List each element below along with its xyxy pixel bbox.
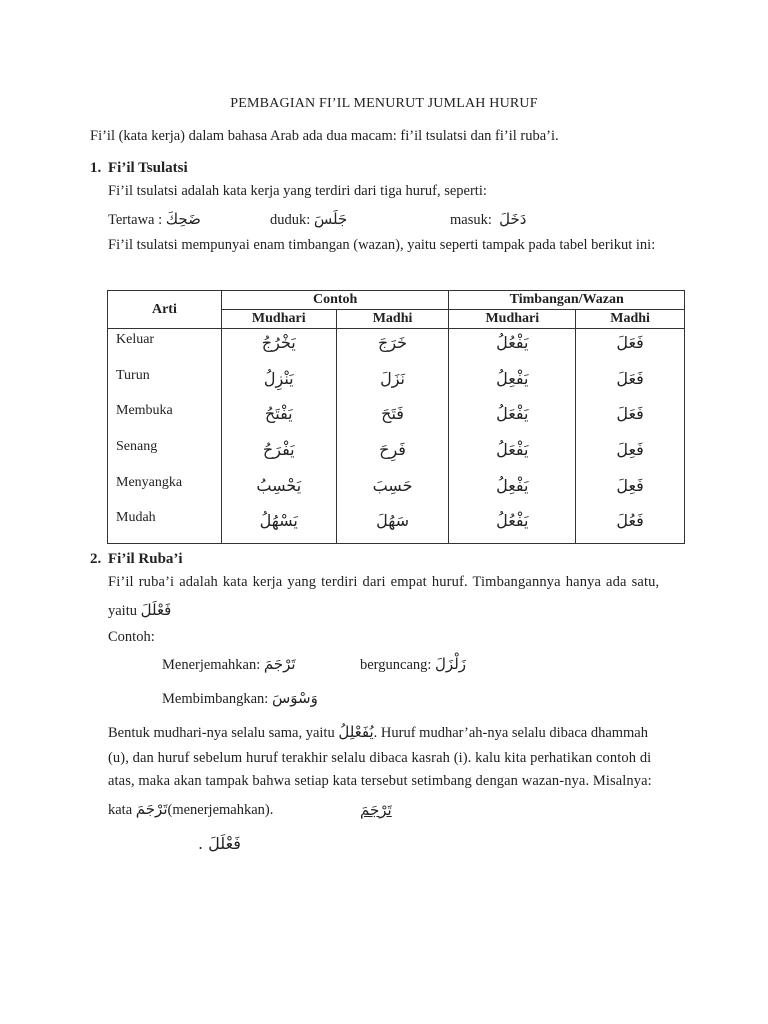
paragraph-line-4 [108,800,273,819]
cell-contoh-mudhari: يَنْزِلُ [263,368,294,388]
example-arabic: تَرْجَمَ [263,655,296,673]
cell-arti: Senang [116,439,158,455]
example-tertawa [108,210,201,229]
section2-heading: Fi’il Ruba’i [108,551,183,567]
column-contoh-mudhari [221,329,336,544]
cell-arti: Keluar [116,332,155,347]
header-contoh-mudhari: Mudhari [221,310,336,329]
cell-wazan-mudhari: يَفْعِلُ [496,475,529,495]
example-label: berguncang: [360,657,432,673]
cell-wazan-madhi: فَعَلَ [616,368,644,388]
cell-contoh-madhi: سَهُلَ [376,511,409,531]
section2-description: Fi’il ruba’i adalah kata kerja yang terdiri dari empat huruf. Timbangannya hanya ada satu, [108,574,660,590]
para4-word: تَرْجَمَ [135,800,168,818]
section2-number: 2. [90,551,102,567]
intro-text: Fi’il (kata kerja) dalam bahasa Arab ada dua macam: fi’il tsulatsi dan fi’il ruba’i. [90,128,559,144]
cell-contoh-madhi: حَسِبَ [372,475,413,495]
cell-contoh-mudhari: يَخْرُجُ [261,333,296,352]
example-masuk [450,210,526,229]
page-title: PEMBAGIAN FI’IL MENURUT JUMLAH HURUF [230,96,538,111]
final-wazan: . فَعْلَلَ [198,834,241,853]
cell-contoh-madhi: خَرَجَ [378,333,408,352]
para-wazan-mudhari: يُفَعْلِلُ [338,723,374,741]
cell-wazan-mudhari: يَفْعِلُ [496,368,529,388]
underlined-word: تَرْجَمَ [360,801,392,819]
paragraph-line-3: atas, maka akan tampak bahwa setiap kata tersebut setimbang dengan wazan-nya. Misalnya: [108,773,652,789]
yaitu-label: yaitu [108,603,137,619]
example-label: masuk: [450,212,492,228]
contoh-label: Contoh: [108,629,155,645]
ruba-wazan: فَعْلَلَ [140,601,172,619]
header-contoh-madhi: Madhi [336,310,449,329]
example-duduk [270,210,347,229]
cell-arti: Menyangka [116,474,183,490]
column-wazan-madhi [576,329,685,544]
example-label: Membimbangkan: [162,691,269,707]
cell-wazan-mudhari: يَفْعَلُ [496,440,529,460]
cell-wazan-mudhari: يَفْعُلُ [496,333,529,352]
cell-wazan-mudhari: يَفْعُلُ [496,511,529,531]
cell-wazan-mudhari: يَفْعَلُ [496,404,529,424]
column-contoh-madhi [336,329,449,544]
cell-wazan-madhi: فَعِلَ [616,475,644,495]
section1-number: 1. [90,160,102,176]
cell-contoh-madhi: فَتَحَ [381,404,404,424]
example-arabic: زَلْزَلَ [435,655,467,673]
cell-wazan-madhi: فَعَلَ [616,404,644,424]
cell-wazan-madhi: فَعَلَ [616,333,644,352]
example-label: Menerjemahkan: [162,657,261,673]
header-arti: Arti [108,291,222,329]
wazan-table [107,290,685,544]
cell-contoh-mudhari: يَحْسِبُ [256,475,302,495]
header-wazan-mudhari: Mudhari [449,310,576,329]
example-arabic: وَسْوَسَ [271,689,318,707]
cell-arti: Turun [116,367,150,383]
paragraph-line-1: Bentuk mudhari-nya selalu sama, yaitu يُفَعْلِلُ. Huruf mudhar’ah-nya selalu dibaca dhammah [108,723,648,741]
column-wazan-mudhari [449,329,576,544]
example-membimbangkan [162,689,318,708]
paragraph-line-2: (u), dan huruf sebelum huruf terakhir selalu dibaca kasrah (i). kalu kita perhatikan contoh di [108,750,652,766]
section1-heading: Fi’il Tsulatsi [108,160,188,176]
header-timbangan: Timbangan/Wazan [449,291,685,310]
column-arti [108,329,222,544]
cell-wazan-madhi: فَعِلَ [616,440,644,460]
example-arabic: دَخَلَ [499,210,527,228]
cell-contoh-mudhari: يَفْتَحُ [264,404,293,424]
para4-suffix: (menerjemahkan). [167,802,274,818]
cell-arti: Membuka [116,403,173,419]
para-suffix: Huruf mudhar’ah-nya selalu dibaca dhammah [380,725,648,741]
header-contoh: Contoh [221,291,449,310]
table-intro: Fi’il tsulatsi mempunyai enam timbangan (wazan), yaitu seperti tampak pada tabel berikut ini: [108,237,656,253]
cell-wazan-madhi: فَعُلَ [616,511,644,531]
example-arabic: ضَحِكَ [165,210,201,228]
section2-yaitu [108,601,171,620]
cell-contoh-mudhari: يَسْهُلُ [259,511,298,531]
para-prefix: Bentuk mudhari-nya selalu sama, yaitu [108,725,335,741]
section1-description: Fi’il tsulatsi adalah kata kerja yang terdiri dari tiga huruf, seperti: [108,183,487,199]
example-arabic: جَلَسَ [313,210,348,228]
para4-prefix: kata [108,802,133,818]
cell-contoh-madhi: نَزَلَ [380,368,405,388]
header-wazan-madhi: Madhi [576,310,685,329]
example-berguncang [360,655,466,674]
example-label: Tertawa : [108,212,163,228]
example-label: duduk: [270,212,311,228]
example-menerjemahkan [162,655,296,674]
cell-contoh-mudhari: يَفْرَحُ [262,440,295,460]
cell-contoh-madhi: فَرِحَ [379,440,406,460]
cell-arti: Mudah [116,510,156,526]
